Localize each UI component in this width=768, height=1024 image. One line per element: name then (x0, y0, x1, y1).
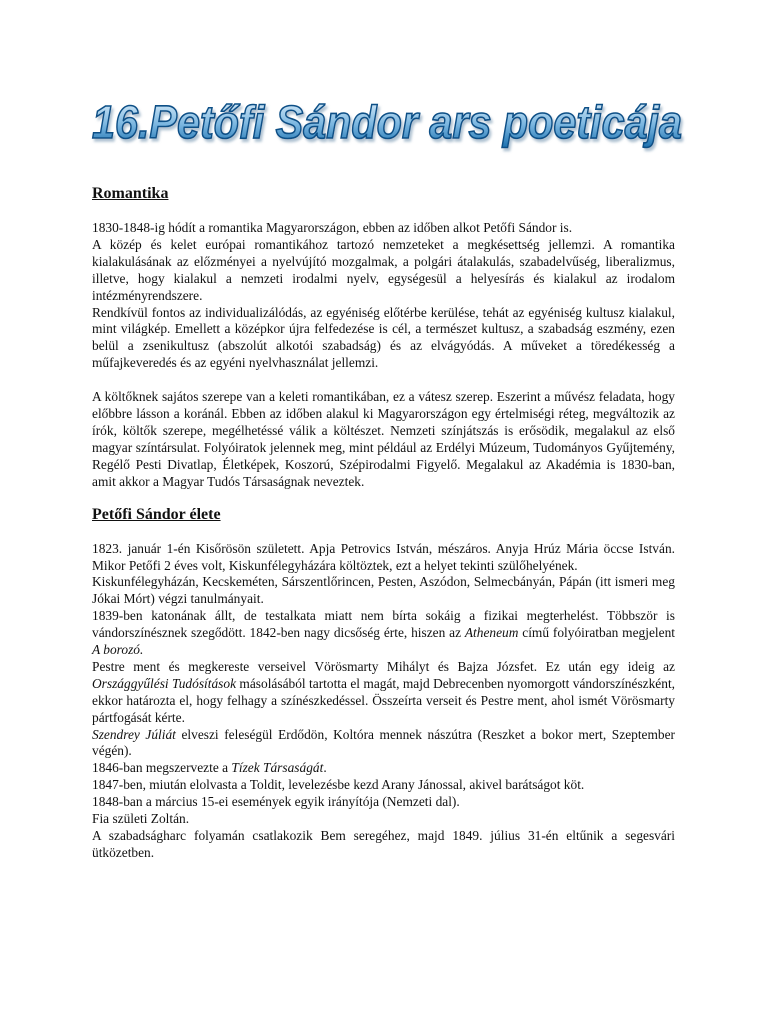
paragraph: Rendkívül fontos az individualizálódás, az egyéniség előtérbe kerülése, tehát az egyéniség kultusz kialakul, mint világkép. Emellett a középkor újra felfedezése is cél, a természet kultusz, a szabadság eszmény, ezen belül a zsenikultusz (abszolút alkotói szabadság) és az elvágyódás. A műveket a töredékesség a műfajkeveredés és az egyéni nyelvhasználat jellemzi. (92, 304, 675, 371)
text-run: Pestre ment és megkereste verseivel Vörösmarty Mihályt és Bajza Józsfet. Ez után egy ideig az (92, 658, 675, 674)
paragraph: Fia születi Zoltán. (92, 811, 190, 827)
page-title: 16.Petőfi Sándor ars poeticája (92, 96, 682, 148)
italic-title: A borozó. (92, 642, 144, 658)
wordart-title-graphic (82, 78, 692, 168)
paragraph (92, 659, 675, 727)
paragraph: A közép és kelet európai romantikához tartozó nemzeteket a megkésettség jellemzi. A romantika kialakulásának az előzményei a nyelvújító mozgalmak, a polgári átalakulás, szabadelvűség, liberalizmus, illetve, hogy kialakul a nemzeti irodalmi nyelv, egységesül a helyesírás és kialakul az irodalom intézményrendszere. (92, 236, 675, 303)
paragraph: A szabadságharc folyamán csatlakozik Bem seregéhez, majd 1849. július 31-én eltűnik a segesvári ütközetben. (92, 828, 675, 860)
paragraph: 1830-1848-ig hódít a romantika Magyarországon, ebben az időben alkot Petőfi Sándor is. (92, 220, 573, 235)
text-run: című folyóiratban megjelent (518, 625, 675, 641)
document-body (92, 184, 675, 862)
italic-name: Szendrey Júliát (92, 726, 176, 742)
paragraph (92, 608, 675, 659)
section-heading-elete: Petőfi Sándor élete (92, 505, 221, 523)
italic-title: Atheneum (464, 625, 519, 641)
section-heading-romantika: Romantika (92, 185, 169, 202)
wordart-title (82, 78, 692, 168)
italic-title: Országgyűlési Tudósítások (92, 675, 237, 691)
paragraph: 1848-ban a március 15-ei események egyik irányítója (Nemzeti dal). (92, 794, 460, 810)
text-run: 1846-ban megszervezte a (92, 760, 232, 776)
paragraph: 1823. január 1-én Kisőrösön született. Apja Petrovics István, mészáros. Anyja Hrúz Mária öccse István. Mikor Petőfi 2 éves volt, Kiskunfélegyházára költöztek, ezt a helyet tekinti szülőhelyének. (92, 540, 675, 573)
text-run: elveszi feleségül Erdődön, Koltóra mennek nászútra (Reszket a bokor mert, Szeptember végén). (92, 726, 676, 759)
italic-title: Tízek Társaságát (231, 760, 324, 776)
paragraph: Kiskunfélegyházán, Kecskeméten, Sárszentlőrincen, Pesten, Aszódon, Selmecbányán, Pápán (itt ismeri meg Jókai Mórt) végzi tanulmányait. (92, 574, 675, 607)
text-run: 1839-ben katonának állt, de testalkata miatt nem bírta sokáig a fizikai megterhelést. Többször is vándorszínésznek szegődött. 1842-ben nagy dicsőség érte, hiszen az (92, 608, 675, 641)
paragraph (92, 727, 675, 761)
paragraph: A költőknek sajátos szerepe van a keleti romantikában, ez a vátesz szerep. Eszerint a művész feladata, hogy előbbre lásson a koránál. Ebben az időben alakul ki Magyarországon egy értelmiségi réteg, megváltozik az írók, költők szerepe, megélhetéssé válik a költészet. Nemzeti színjátszás is erősödik, megalakul az első magyar színtársulat. Folyóiratok jelennek meg, mint például az Erdélyi Múzeum, Tudományos Gyűjtemény, Regélő Pesti Divatlap, Életképek, Koszorú, Szépirodalmi Figyelő. Megalakul az Akadémia is 1830-ban, amit akkor a Magyar Tudós Társaságnak neveztek. (92, 389, 675, 489)
text-run: . (323, 760, 327, 776)
paragraph: 1847-ben, miután elolvasta a Toldit, levelezésbe kezd Arany Jánossal, akivel barátságot köt. (92, 777, 585, 793)
paragraph (92, 760, 675, 777)
text-run: másolásából tartotta el magát, majd Debrecenben nyomorgott vándorszínészként, ekkor határozta el, hogy felhagy a színészkedéssel. Összeírta verseit és Pestre ment, ahol ismét Vörösmarty pártfogását kérte. (92, 675, 676, 725)
